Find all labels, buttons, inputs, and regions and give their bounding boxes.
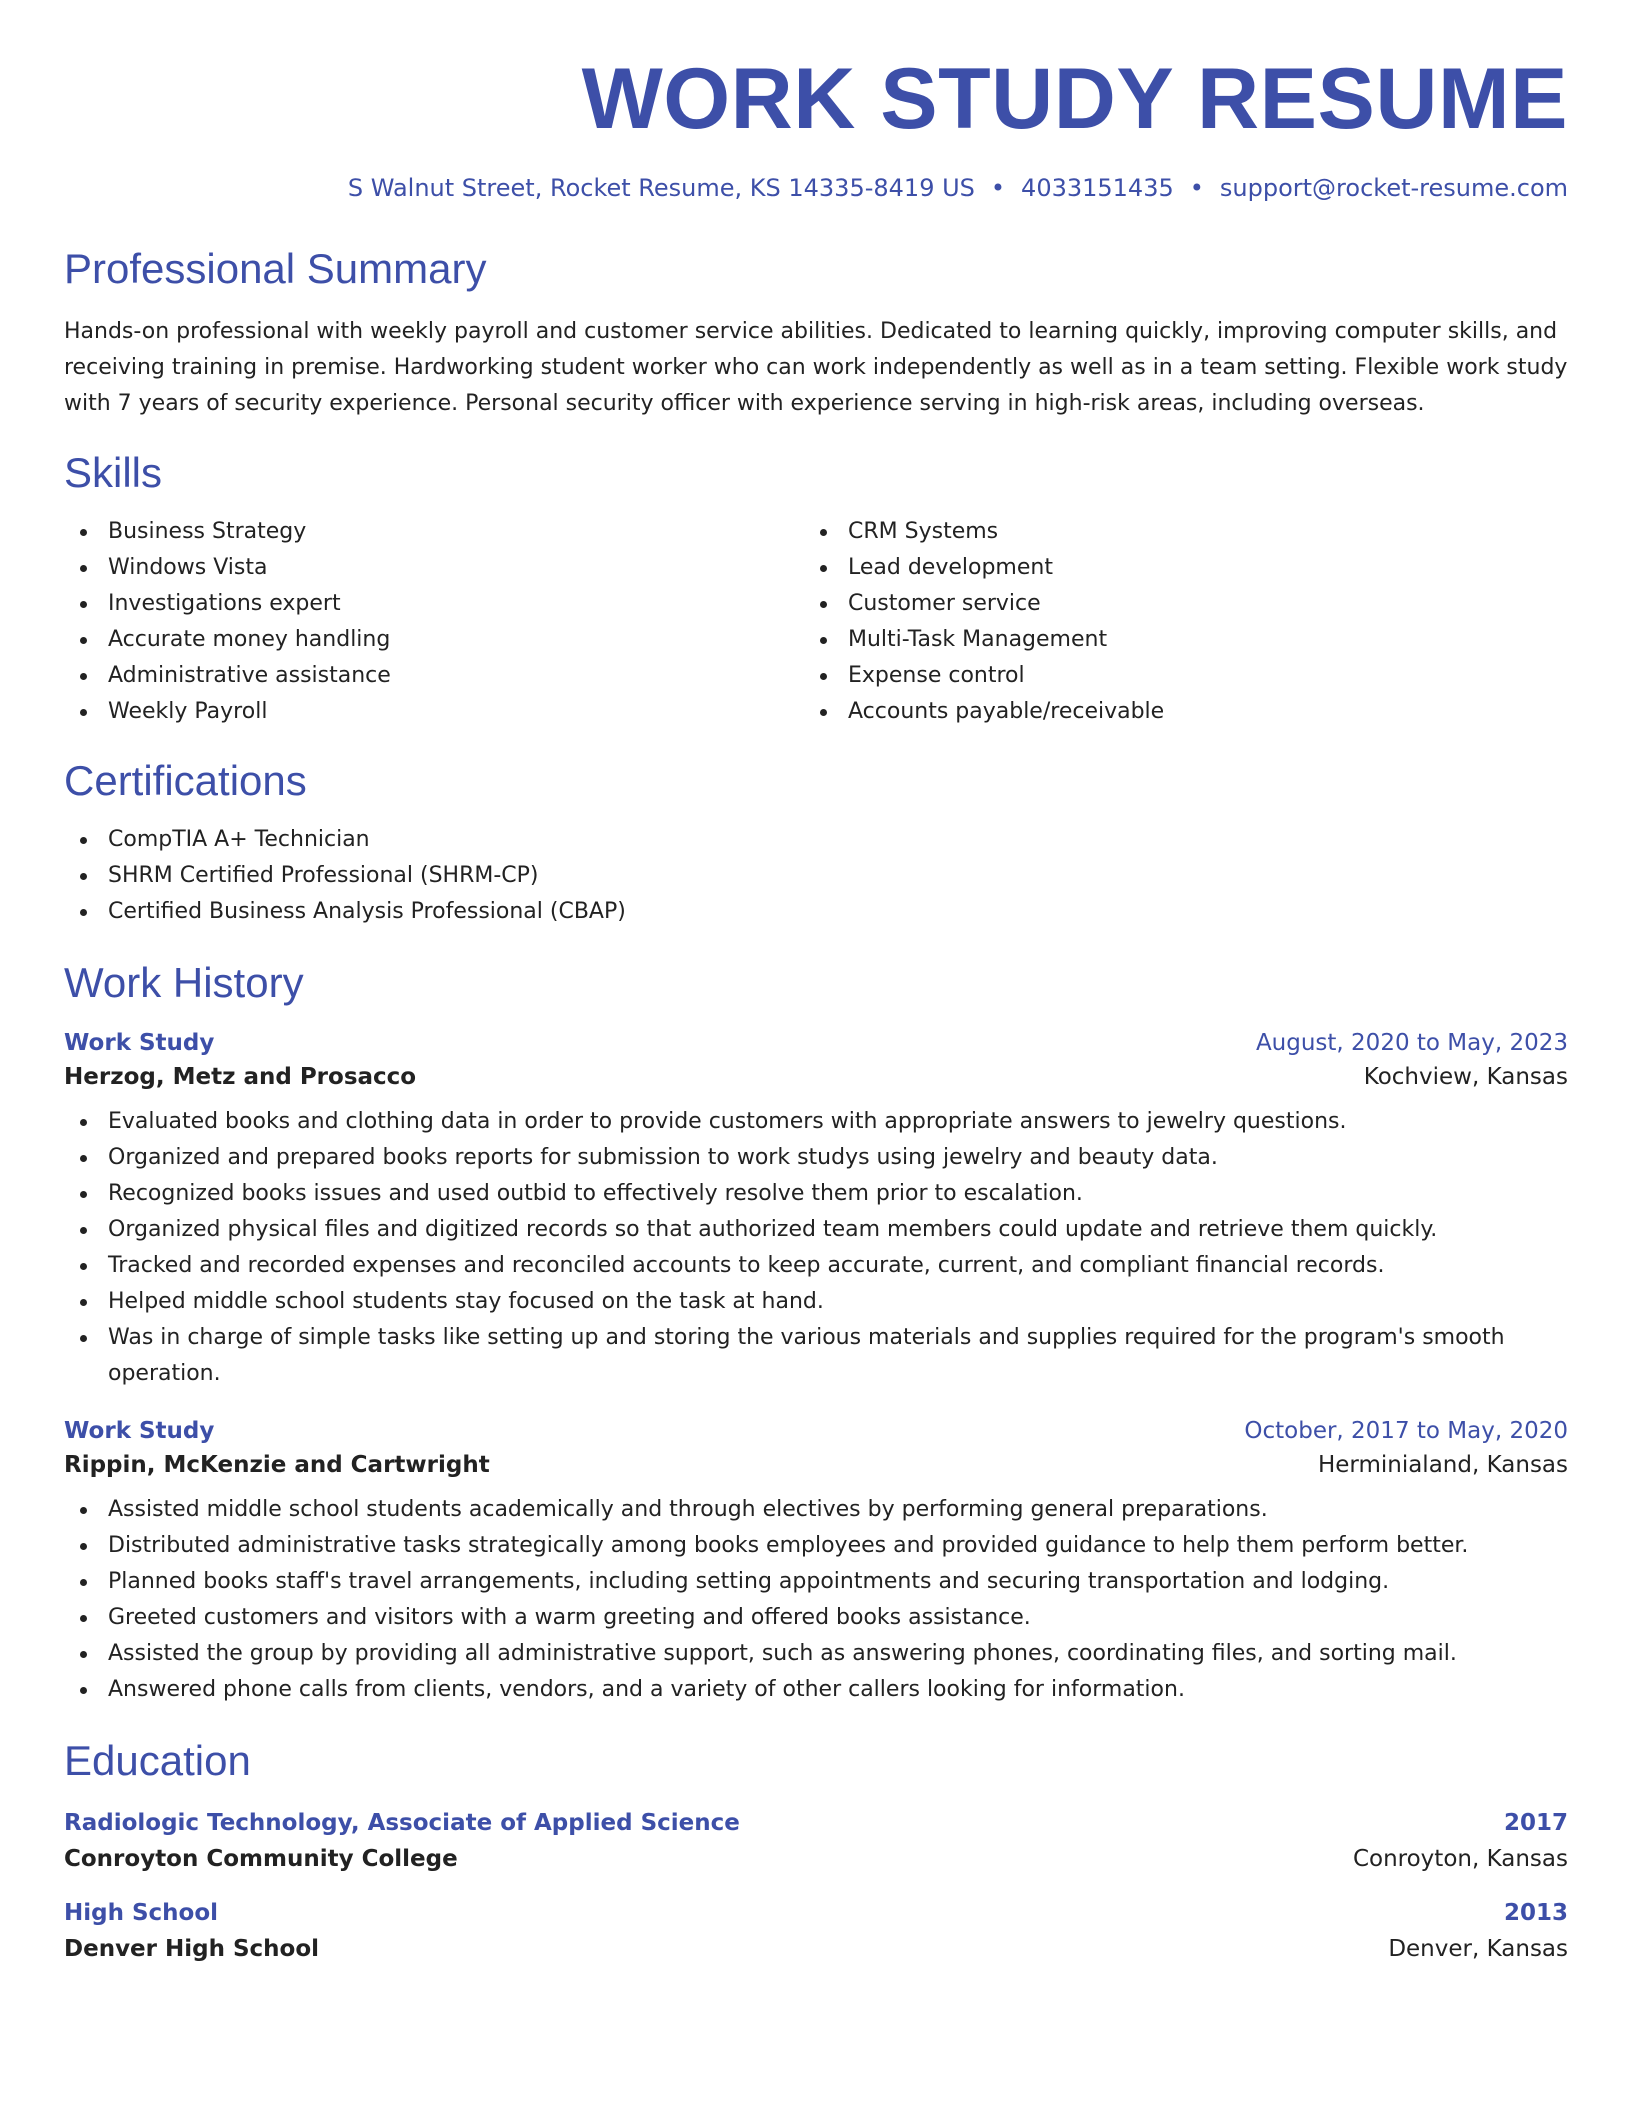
certifications-section xyxy=(64,757,1568,930)
job-bullet: Assisted middle school students academically and through electives by performing general preparations. xyxy=(64,1492,1568,1528)
job-role: Work Study xyxy=(64,1418,215,1444)
education-entry xyxy=(64,1810,1568,1872)
job-bullet: Planned books staff's travel arrangements, including setting appointments and securing transportation and lodging. xyxy=(64,1564,1568,1600)
skill-item: Windows Vista xyxy=(64,550,804,586)
job-role-row xyxy=(64,1418,1568,1444)
education-year: 2017 xyxy=(1503,1810,1568,1836)
contact-address: S Walnut Street, Rocket Resume, KS 14335-8419 US xyxy=(347,174,975,202)
work-history-section xyxy=(64,959,1568,1708)
education-school: Denver High School xyxy=(64,1936,320,1962)
job-role: Work Study xyxy=(64,1030,215,1056)
education-degree-row xyxy=(64,1810,1568,1836)
skill-item: Expense control xyxy=(804,658,1544,694)
job-entry xyxy=(64,1030,1568,1392)
resume-title: WORK STUDY RESUME xyxy=(581,51,1568,147)
education-entry xyxy=(64,1900,1568,1962)
education-location: Conroyton, Kansas xyxy=(1352,1846,1568,1872)
job-bullet: Greeted customers and visitors with a warm greeting and offered books assistance. xyxy=(64,1600,1568,1636)
summary-section xyxy=(64,245,1568,422)
job-bullets xyxy=(64,1104,1568,1392)
certification-item: SHRM Certified Professional (SHRM-CP) xyxy=(64,858,1568,894)
skills-list-left xyxy=(64,514,804,730)
skill-item: Business Strategy xyxy=(64,514,804,550)
skills-columns xyxy=(64,514,1568,730)
job-bullet: Distributed administrative tasks strategically among books employees and provided guidance to help them perform better. xyxy=(64,1528,1568,1564)
separator-dot: • xyxy=(1189,174,1204,202)
education-section xyxy=(64,1737,1568,1962)
job-bullets xyxy=(64,1492,1568,1708)
skill-item: Administrative assistance xyxy=(64,658,804,694)
section-title-summary: Professional Summary xyxy=(64,245,487,292)
education-school: Conroyton Community College xyxy=(64,1846,458,1872)
job-bullet: Organized physical files and digitized records so that authorized team members could update and retrieve them quickly. xyxy=(64,1212,1568,1248)
contact-phone: 4033151435 xyxy=(1021,174,1174,202)
skill-item: Weekly Payroll xyxy=(64,694,804,730)
education-school-row xyxy=(64,1936,1568,1962)
job-bullet: Was in charge of simple tasks like setting up and storing the various materials and supplies required for the program's smooth operation. xyxy=(64,1320,1568,1392)
skill-item: Accurate money handling xyxy=(64,622,804,658)
skill-item: Multi-Task Management xyxy=(804,622,1544,658)
job-dates: October, 2017 to May, 2020 xyxy=(1244,1418,1568,1444)
contact-line xyxy=(64,174,1568,202)
job-role-row xyxy=(64,1030,1568,1056)
education-degree-row xyxy=(64,1900,1568,1926)
education-location: Denver, Kansas xyxy=(1388,1936,1568,1962)
certification-item: Certified Business Analysis Professional (CBAP) xyxy=(64,894,1568,930)
job-company: Rippin, McKenzie and Cartwright xyxy=(64,1452,490,1478)
job-bullet: Answered phone calls from clients, vendors, and a variety of other callers looking for information. xyxy=(64,1672,1568,1708)
job-bullet: Assisted the group by providing all administrative support, such as answering phones, coordinating files, and sorting mail. xyxy=(64,1636,1568,1672)
skill-item: Accounts payable/receivable xyxy=(804,694,1544,730)
job-bullet: Evaluated books and clothing data in order to provide customers with appropriate answers to jewelry questions. xyxy=(64,1104,1568,1140)
job-company: Herzog, Metz and Prosacco xyxy=(64,1064,417,1090)
job-location: Kochview, Kansas xyxy=(1363,1064,1568,1090)
job-dates: August, 2020 to May, 2023 xyxy=(1255,1030,1568,1056)
certifications-list xyxy=(64,822,1568,930)
section-title-education: Education xyxy=(64,1737,251,1784)
education-year: 2013 xyxy=(1503,1900,1568,1926)
contact-email: support@rocket-resume.com xyxy=(1219,174,1568,202)
section-title-skills: Skills xyxy=(64,449,163,496)
resume-header xyxy=(64,0,1568,202)
job-bullet: Helped middle school students stay focused on the task at hand. xyxy=(64,1284,1568,1320)
education-school-row xyxy=(64,1846,1568,1872)
skills-list-right xyxy=(804,514,1544,730)
skills-section xyxy=(64,449,1568,730)
job-company-row xyxy=(64,1064,1568,1090)
skill-item: Lead development xyxy=(804,550,1544,586)
skill-item: Investigations expert xyxy=(64,586,804,622)
section-title-work-history: Work History xyxy=(64,959,304,1006)
education-degree: Radiologic Technology, Associate of Applied Science xyxy=(64,1810,740,1836)
separator-dot: • xyxy=(990,174,1006,202)
job-bullet: Recognized books issues and used outbid to effectively resolve them prior to escalation. xyxy=(64,1176,1568,1212)
skill-item: CRM Systems xyxy=(804,514,1544,550)
job-company-row xyxy=(64,1452,1568,1478)
summary-text: Hands-on professional with weekly payroll and customer service abilities. Dedicated to learning quickly, improving computer skills, and receiving training in premise. Hardworking student worker who can work independently as well as in a team setting. Flexible work study with 7 years of security experience. Personal security officer with experience serving in high-risk areas, including overseas. xyxy=(64,319,1568,416)
job-location: Herminialand, Kansas xyxy=(1317,1452,1568,1478)
section-title-certifications: Certifications xyxy=(64,757,307,804)
job-bullet: Tracked and recorded expenses and reconciled accounts to keep accurate, current, and compliant financial records. xyxy=(64,1248,1568,1284)
job-bullet: Organized and prepared books reports for submission to work studys using jewelry and beauty data. xyxy=(64,1140,1568,1176)
skill-item: Customer service xyxy=(804,586,1544,622)
job-entry xyxy=(64,1418,1568,1708)
education-degree: High School xyxy=(64,1900,219,1926)
certification-item: CompTIA A+ Technician xyxy=(64,822,1568,858)
